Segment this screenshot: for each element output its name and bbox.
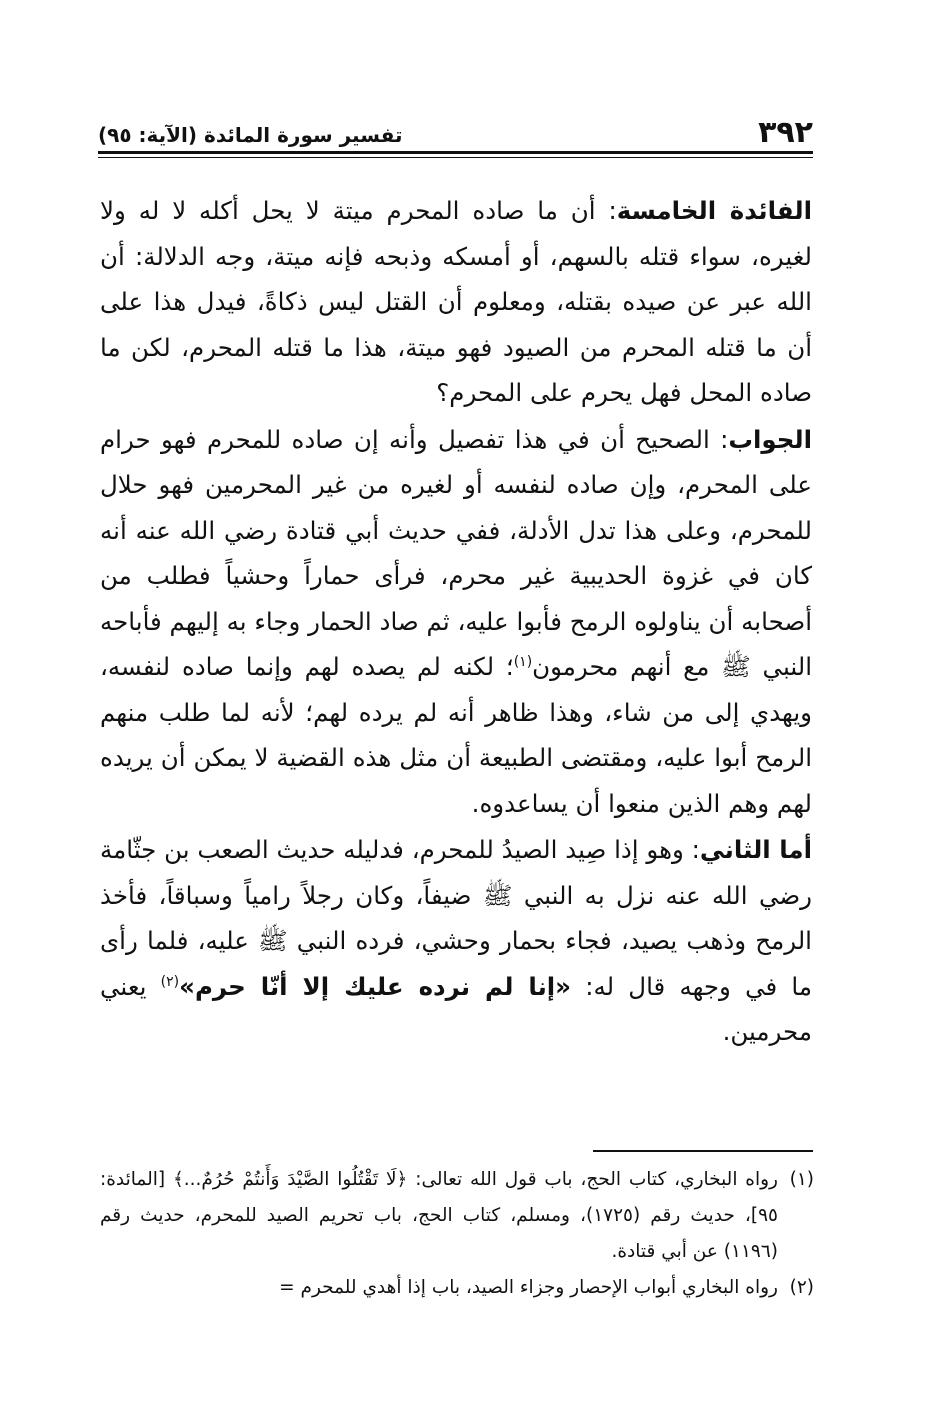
paragraph-answer: [100, 417, 812, 827]
footnote-number: (٢): [789, 1277, 814, 1298]
paragraph-fifth-benefit: [100, 188, 812, 416]
page-header: [98, 108, 813, 148]
footnote-number: (١): [789, 1169, 814, 1190]
page-number: ٣٩٢: [758, 115, 813, 150]
paragraph-text-continued: ؛ لكنه لم يصده لهم وإنما صاده لنفسه، ويهدي إلى من شاء، وهذا ظاهر أنه لم يرده لهم؛ لأنه لما طلب منهم الرمح أبوا عليه، ومقتضى الطبيعة أن مثل هذه القضية لا يمكن أن يريده لهم وهم الذين منعوا أن يساعدوه.: [100, 652, 812, 818]
main-text: [100, 188, 812, 1056]
paragraph-text-continued: يعني محرمين.: [100, 971, 812, 1046]
running-title: تفسير سورة المائدة (الآية: ٩٥): [98, 123, 403, 147]
header-rule: [98, 151, 813, 154]
paragraph-lead: الجواب: [728, 424, 812, 454]
footnote-ref-1[interactable]: (١): [513, 653, 533, 670]
paragraph-text: : أن ما صاده المحرم ميتة لا يحل أكله لا له ولا لغيره، سواء قتله بالسهم، أو أمسكه وذبحه فإنه ميتة، وجه الدلالة: أن الله عبر عن صيده بقتله، ومعلوم أن القتل ليس ذكاةً، فيدل هذا على أن ما قتله المحرم من الصيود فهو ميتة، هذا ما قتله المحرم، لكن ما صاده المحل فهل يحرم على المحرم؟: [100, 196, 812, 407]
footnote-2: [100, 1270, 814, 1306]
hadith-quote: «إنا لم نرده عليك إلا أنّا حرم»: [179, 971, 572, 1001]
paragraph-text: : الصحيح أن في هذا تفصيل وأنه إن صاده للمحرم فهو حرام على المحرم، وإن صاده لنفسه أو لغيره من غير المحرمين فهو حلال للمحرم، وعلى هذا تدل الأدلة، ففي حديث أبي قتادة رضي الله عنه أنه كان في غزوة الحديبية غير محرم، فرأى حماراً وحشياً فطلب من أصحابه أن يناولوه الرمح فأبوا عليه، ثم صاد الحمار وجاء به إليهم فأباحه النبي ﷺ مع أنهم محرمون: [100, 424, 813, 681]
footnotes: [100, 1162, 814, 1306]
footnote-ref-2[interactable]: (٢): [160, 973, 180, 990]
paragraph-lead: أما الثاني: [699, 835, 812, 864]
footnote-text: رواه البخاري أبواب الإحصار وجزاء الصيد، باب إذا أهدي للمحرم =: [279, 1277, 778, 1298]
paragraph-lead: الفائدة الخامسة: [616, 196, 813, 225]
paragraph-second: [100, 827, 812, 1055]
paragraph-text: : وهو إذا صِيد الصيدُ للمحرم، فدليله حديث الصعب بن جثّامة رضي الله عنه نزل به النبي ﷺ ضيفاً، وكان رجلاً رامياً وسباقاً، فأخذ الرمح وذهب يصيد، فجاء بحمار وحشي، فرده النبي ﷺ عليه، فلما رأى ما في وجهه قال له:: [100, 835, 812, 1001]
footnote-text: رواه البخاري، كتاب الحج، باب قول الله تعالى: ﴿لَا تَقْتُلُوا الصَّيْدَ وَأَنتُمْ حُرُمٌ...﴾ [المائدة: ٩٥]، حديث رقم (١٧٢٥)، ومسلم، كتاب الحج، باب تحريم الصيد للمحرم، حديث رقم (١١٩٦) عن أبي قتادة.: [100, 1169, 778, 1262]
footnote-1: [100, 1162, 814, 1270]
header-rule-thin: [98, 157, 813, 158]
footnote-rule: [593, 1150, 813, 1152]
